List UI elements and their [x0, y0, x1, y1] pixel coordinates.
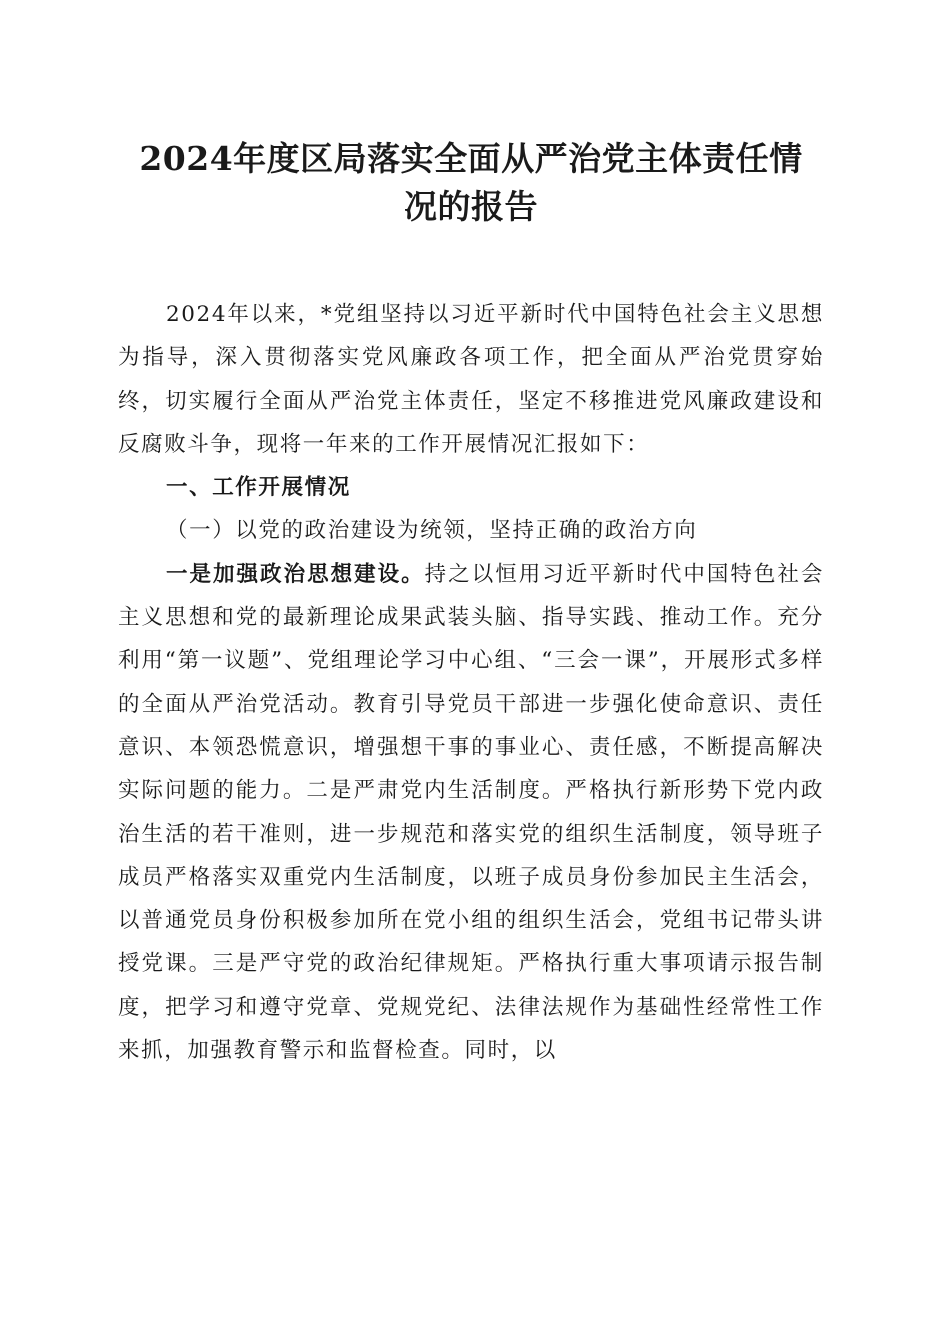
intro-paragraph: 2024年以来，*党组坚持以习近平新时代中国特色社会主义思想为指导，深入贯彻落实党风廉政各项工作，把全面从严治党贯穿始终，切实履行全面从严治党主体责任，坚定不移推进党风廉政建设和反腐败斗争，现将一年来的工作开展情况汇报如下：: [118, 302, 824, 457]
paragraph-lead: 一是加强政治思想建设。: [166, 561, 425, 587]
section-heading: 一、工作开展情况: [166, 475, 351, 501]
document-body: [118, 293, 824, 1072]
title-line-1: 2024年度区局落实全面从严治党主体责任情: [139, 139, 803, 178]
body-paragraph: [118, 553, 824, 1073]
document-page: [118, 135, 824, 1072]
title-line-2: 况的报告: [404, 187, 538, 226]
paragraph-text: 持之以恒用习近平新时代中国特色社会主义思想和党的最新理论成果武装头脑、指导实践、推动工作。充分利用“第一议题”、党组理论学习中心组、“三会一课”，开展形式多样的全面从严治党活动。教育引导党员干部进一步强化使命意识、责任意识、本领恐慌意识，增强想干事的事业心、责任感，不断提高解决实际问题的能力。二是严肃党内生活制度。严格执行新形势下党内政治生活的若干准则，进一步规范和落实党的组织生活制度，领导班子成员严格落实双重党内生活制度，以班子成员身份参加民主生活会，以普通党员身份积极参加所在党小组的组织生活会，党组书记带头讲授党课。三是严守党的政治纪律规矩。严格执行重大事项请示报告制度，把学习和遵守党章、党规党纪、法律法规作为基础性经常性工作来抓，加强教育警示和监督检查。同时，以: [118, 561, 825, 1064]
subsection-heading: （一）以党的政治建设为统领，坚持正确的政治方向: [166, 518, 698, 544]
document-title: [118, 135, 824, 231]
